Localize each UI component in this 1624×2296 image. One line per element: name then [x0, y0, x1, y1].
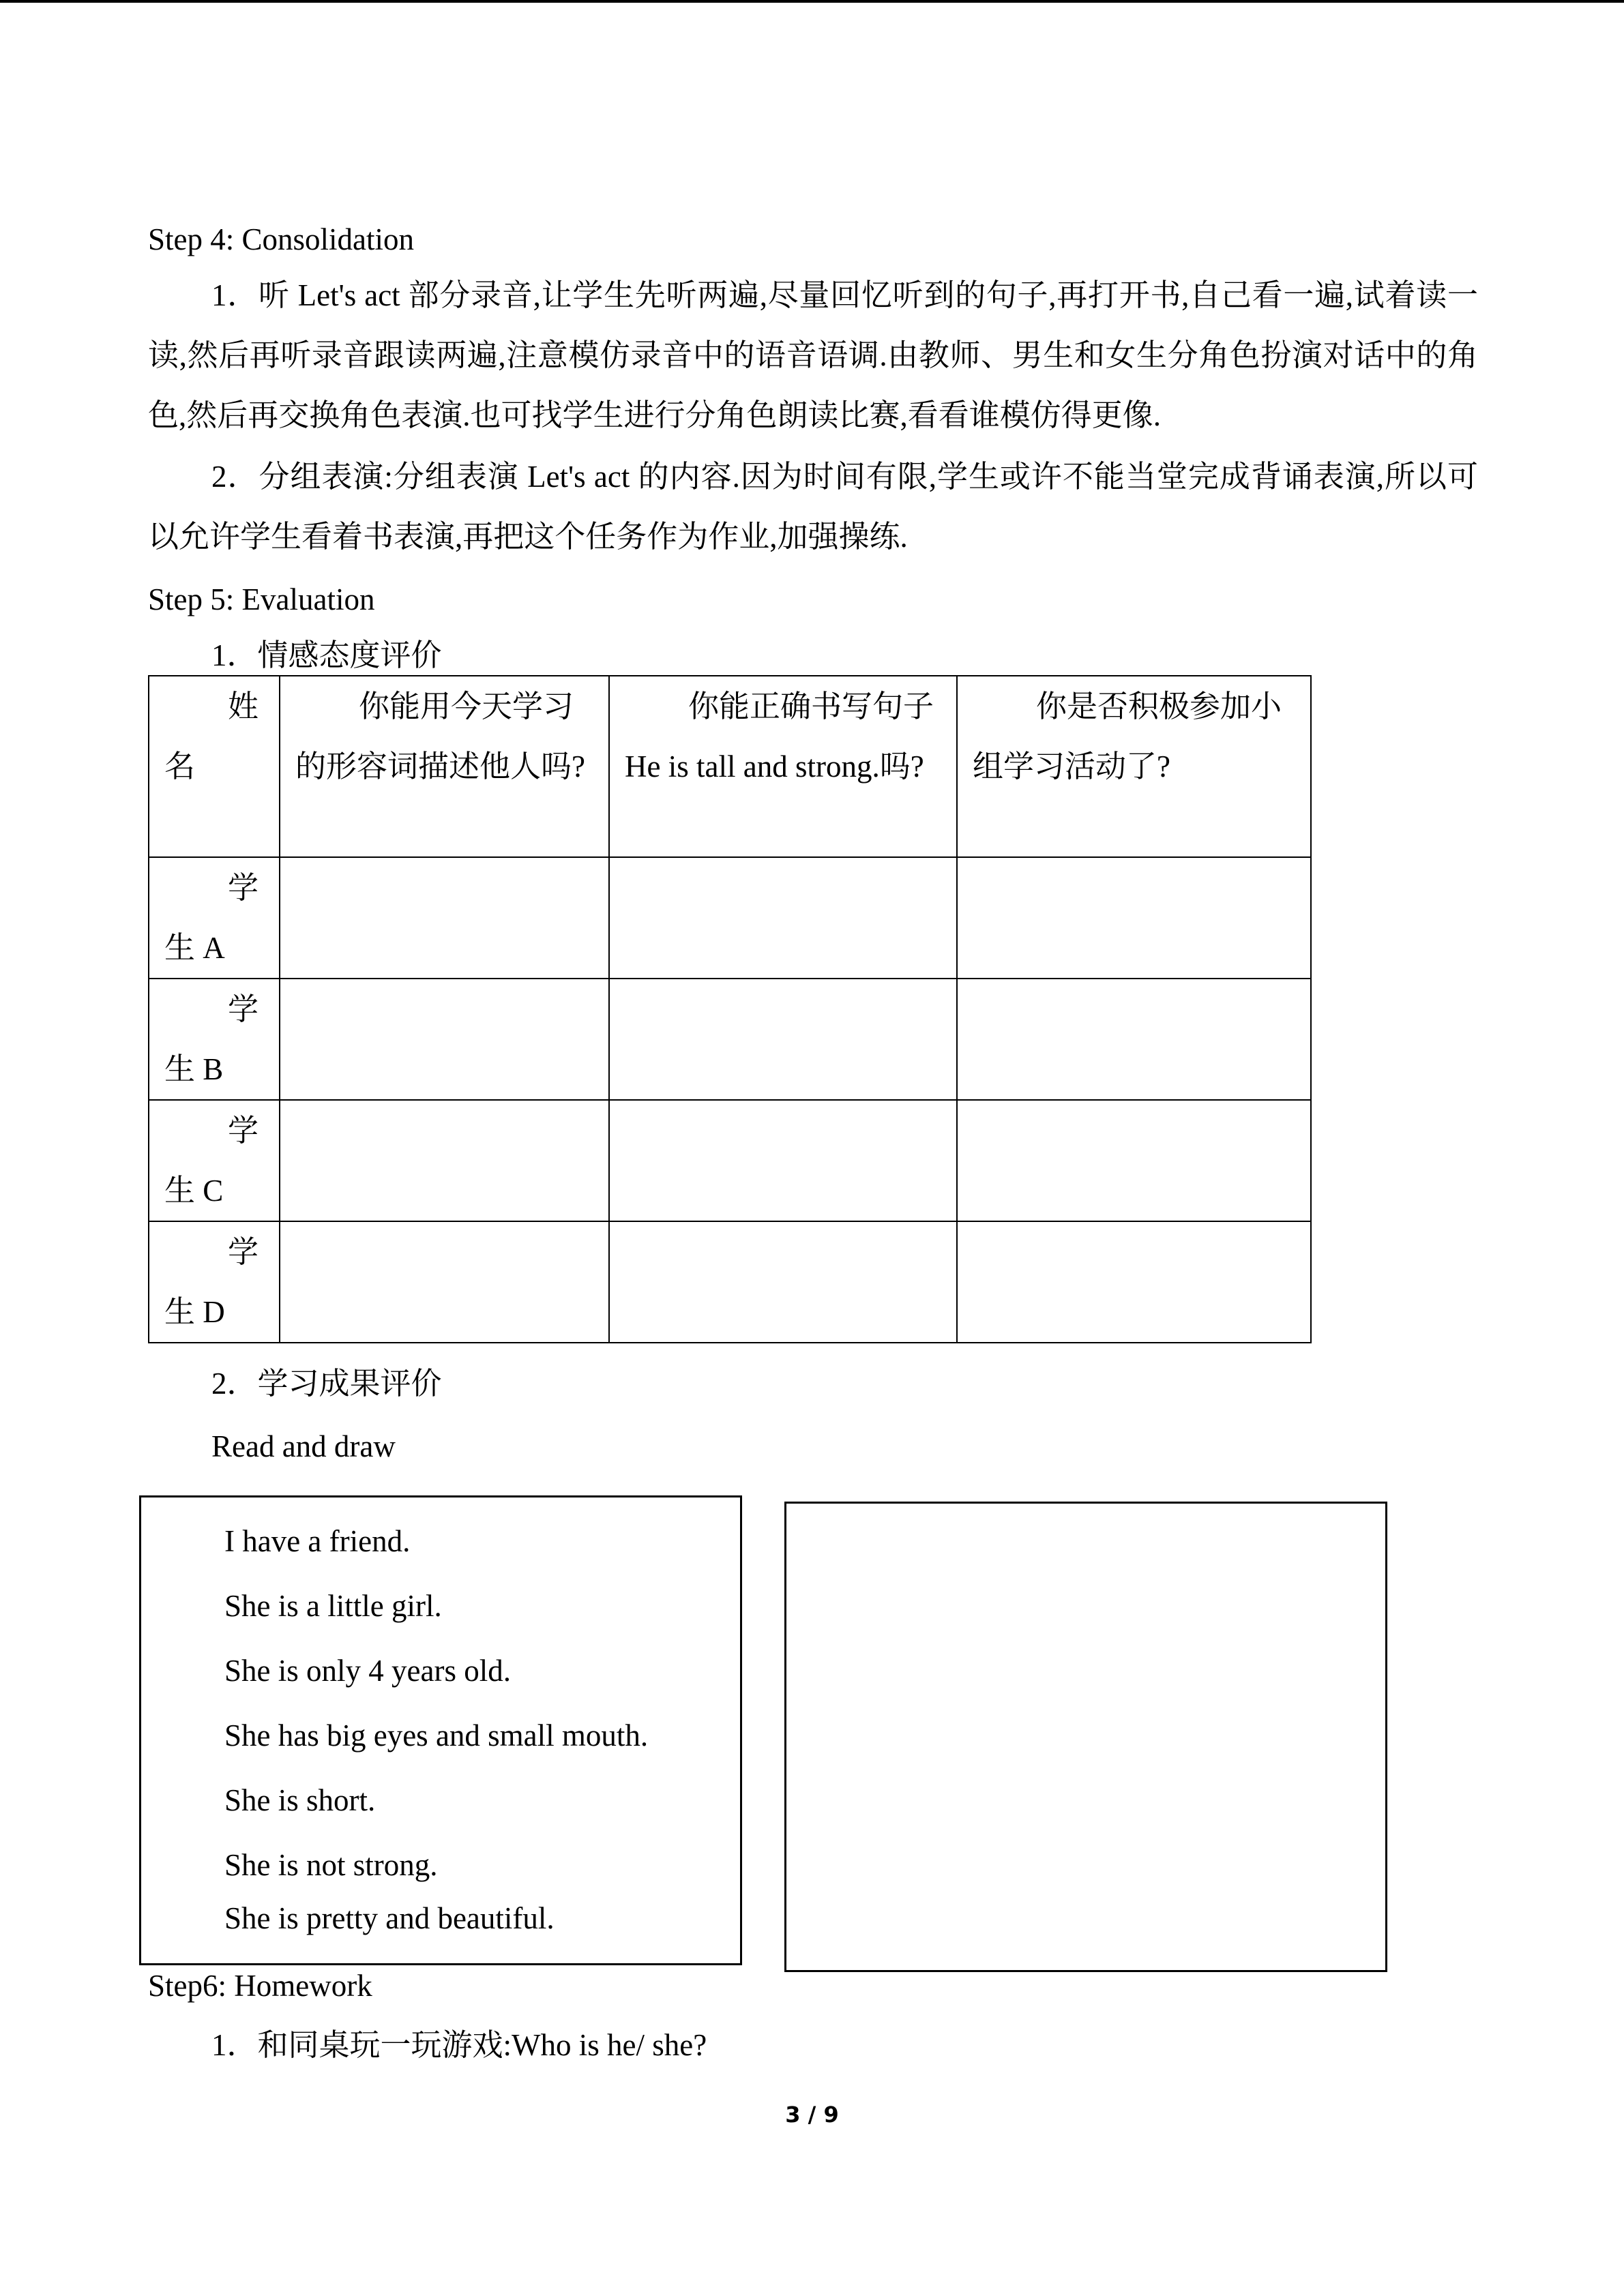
step4-item1: 1．听 Let's act 部分录音,让学生先听两遍,尽量回忆听到的句子,再打开书,自己看一遍,试着读一读,然后再听录音跟读两遍,注意模仿录音中的语音语调.由教师、男生和女生分角色扮演对话中的角色,然后再交换角色表演.也可找学生进行分角色朗读比赛,看看谁模仿得更像.	[148, 278, 1478, 432]
header-writing: 你能正确书写句子 He is tall and strong.吗?	[609, 676, 957, 857]
passage-line: I have a friend.	[224, 1524, 411, 1558]
table-row	[149, 1221, 1311, 1343]
page-number: 3 / 9	[785, 2102, 839, 2128]
step6-heading: Step6: Homework	[148, 1969, 372, 2003]
top-border	[0, 0, 1624, 3]
passage-line: She is pretty and beautiful.	[224, 1901, 555, 1935]
student-b-name: 学生 B	[149, 979, 280, 1100]
student-d-name: 学生 D	[149, 1221, 280, 1343]
evaluation-table	[148, 675, 1312, 1343]
table-cell	[280, 1100, 609, 1221]
header-name: 姓名	[149, 676, 280, 857]
passage-line: She is short.	[224, 1783, 376, 1817]
passage-line: She is a little girl.	[224, 1589, 442, 1623]
table-cell	[280, 979, 609, 1100]
table-row	[149, 979, 1311, 1100]
table-cell	[609, 1221, 957, 1343]
table-cell	[280, 857, 609, 979]
step4-heading: Step 4: Consolidation	[148, 222, 415, 256]
drawing-box	[784, 1502, 1387, 1972]
step6-item1: 1．和同桌玩一玩游戏:Who is he/ she?	[211, 2028, 707, 2062]
table-cell	[957, 1221, 1311, 1343]
table-cell	[957, 1100, 1311, 1221]
step5-item2: 2．学习成果评价	[211, 1367, 442, 1401]
passage-line: She is only 4 years old.	[224, 1654, 511, 1688]
step5-item1: 1．情感态度评价	[211, 638, 442, 672]
table-cell	[609, 1100, 957, 1221]
student-a-name: 学生 A	[149, 857, 280, 979]
header-adjectives: 你能用今天学习的形容词描述他人吗?	[280, 676, 609, 857]
header-participation: 你是否积极参加小组学习活动了?	[957, 676, 1311, 857]
read-and-draw-label: Read and draw	[211, 1429, 396, 1463]
passage-line: She is not strong.	[224, 1848, 438, 1882]
table-cell	[609, 979, 957, 1100]
table-cell	[609, 857, 957, 979]
table-row	[149, 857, 1311, 979]
table-row	[149, 1100, 1311, 1221]
step4-item2: 2．分组表演:分组表演 Let's act 的内容.因为时间有限,学生或许不能当堂完成背诵表演,所以可以允许学生看着书表演,再把这个任务作为作业,加强操练.	[148, 460, 1478, 554]
passage-line: She has big eyes and small mouth.	[224, 1718, 649, 1753]
table-cell	[957, 979, 1311, 1100]
table-cell	[280, 1221, 609, 1343]
table-cell	[957, 857, 1311, 979]
table-header-row	[149, 676, 1311, 857]
step5-heading: Step 5: Evaluation	[148, 582, 375, 616]
student-c-name: 学生 C	[149, 1100, 280, 1221]
